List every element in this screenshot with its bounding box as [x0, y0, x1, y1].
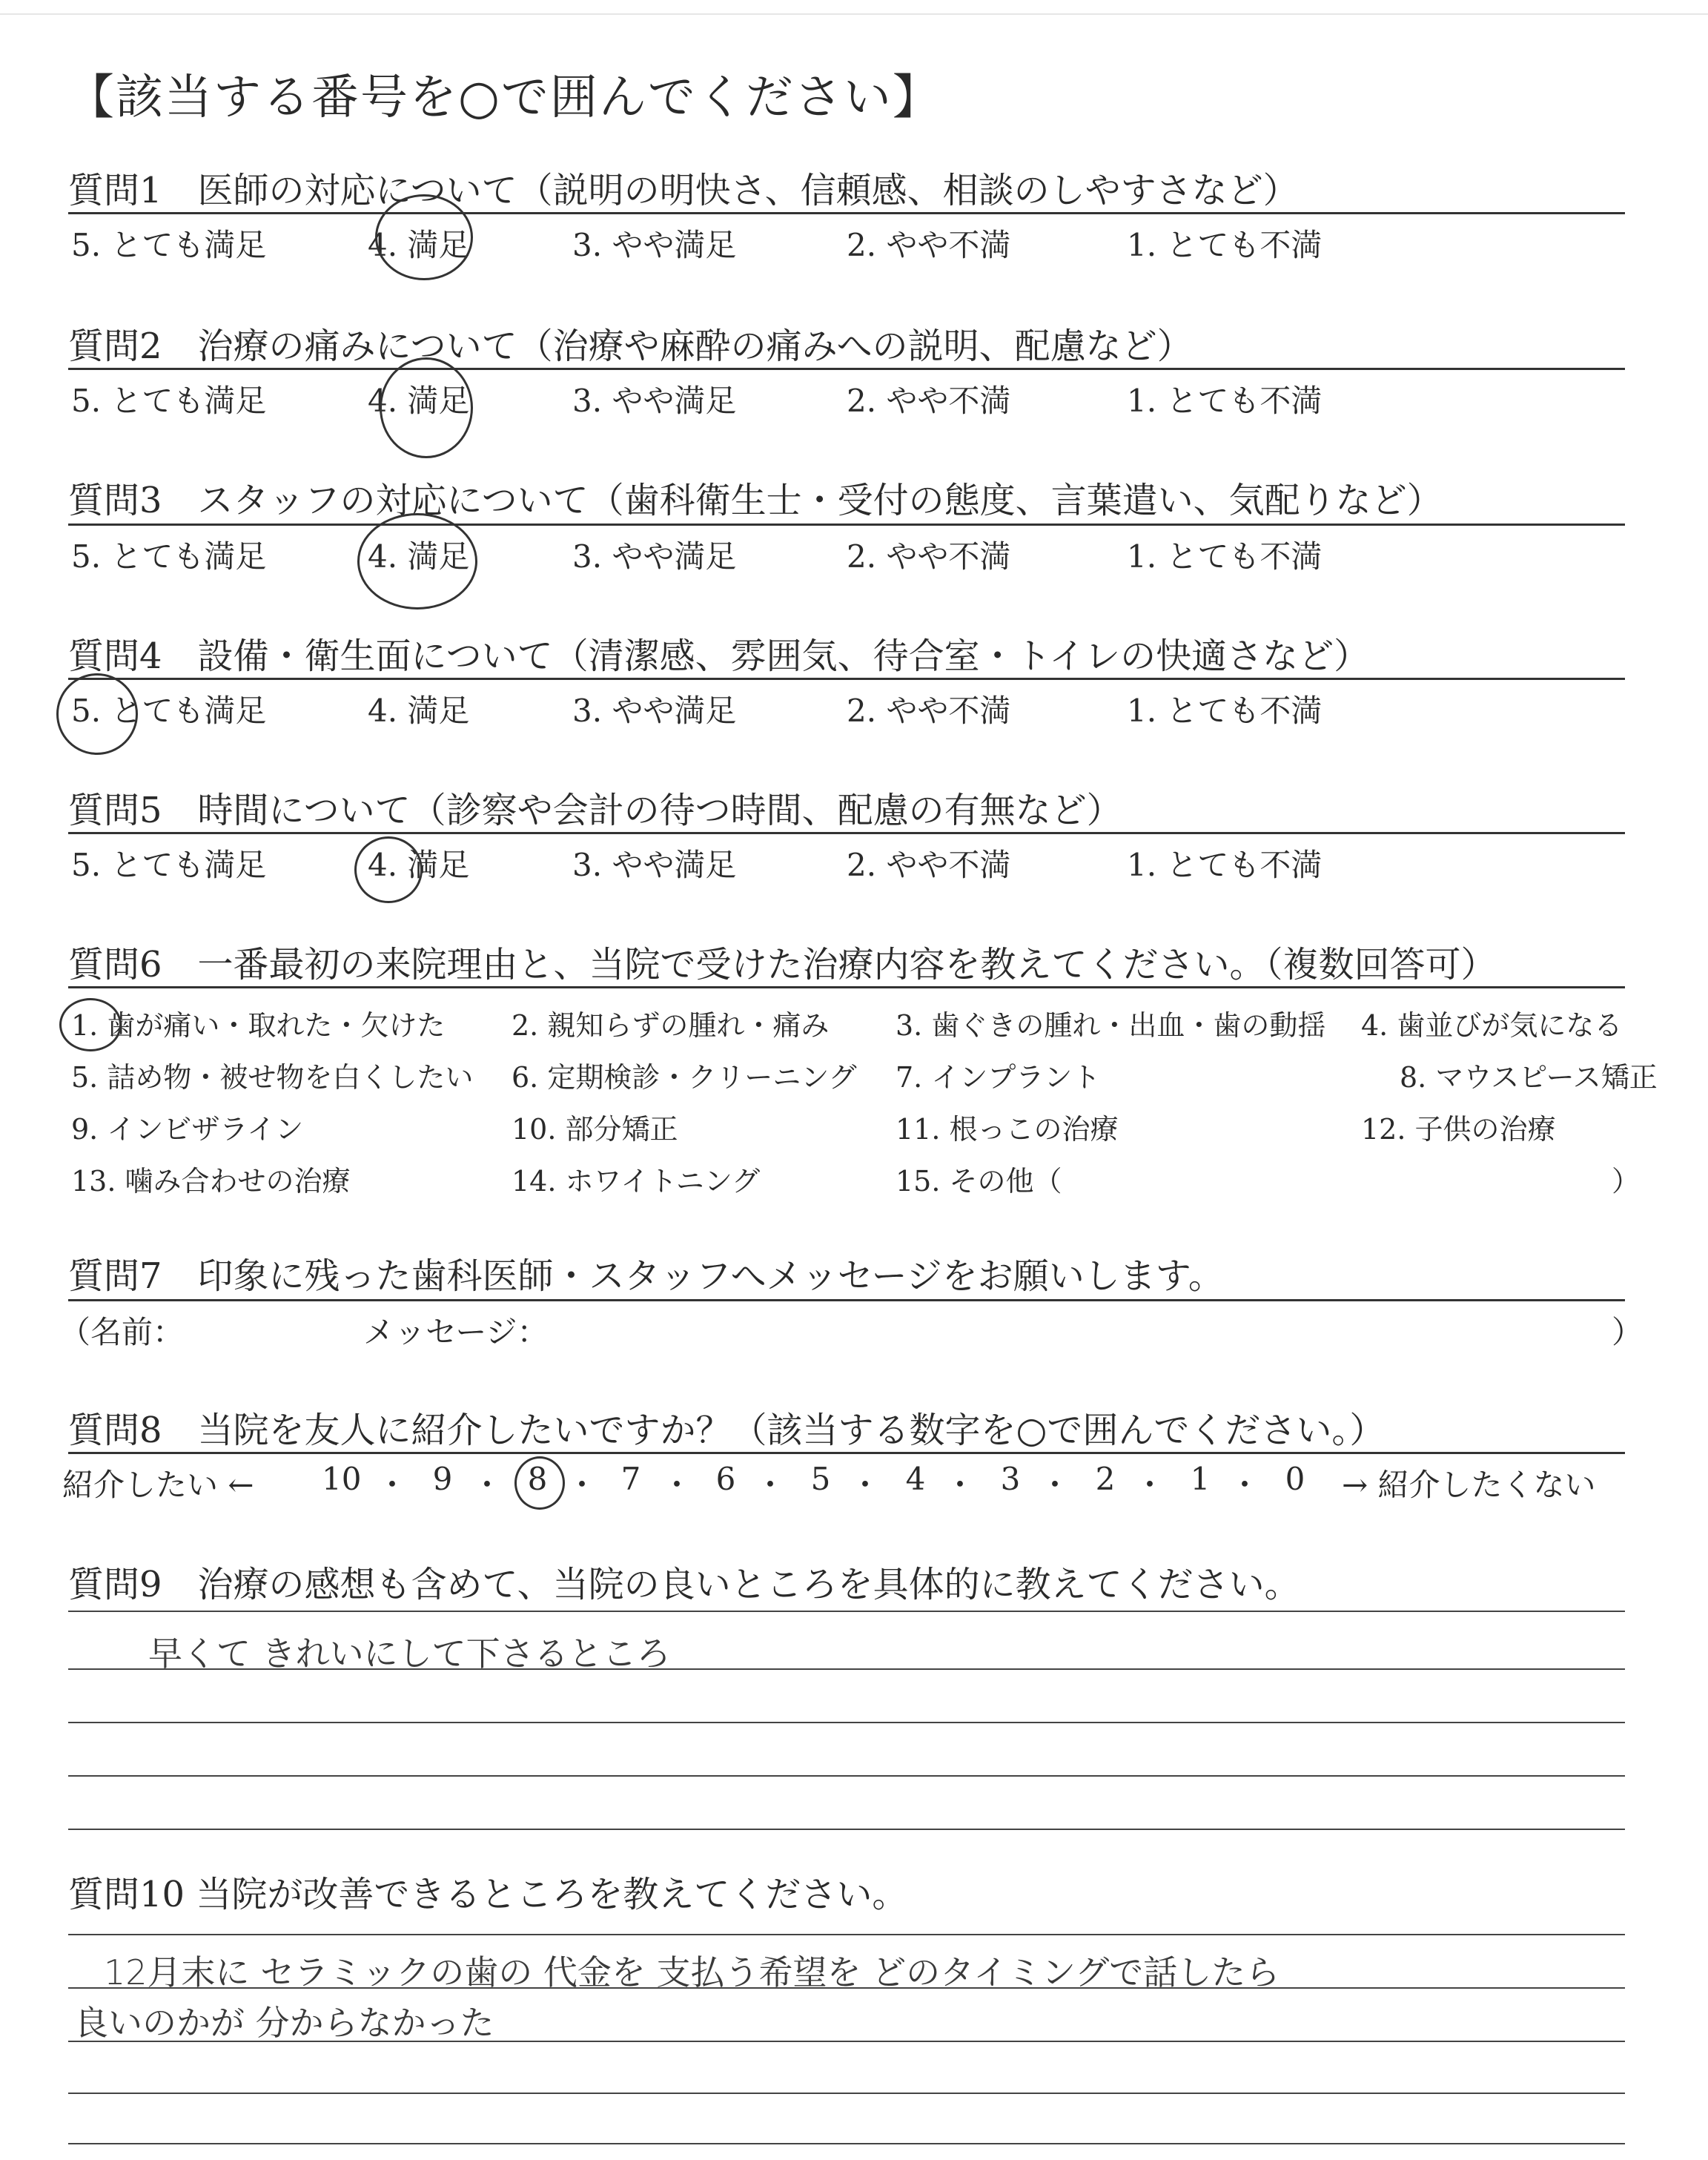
question-6-rule: [68, 986, 1625, 988]
q6-option-14[interactable]: 14. ホワイトニング: [512, 1165, 761, 1198]
q9-line: [68, 1829, 1625, 1830]
q9-line: [68, 1611, 1625, 1612]
q3-option-2[interactable]: 2. やや不満: [847, 538, 1011, 575]
q7-close-paren: ）: [1612, 1314, 1644, 1350]
page-top-edge: [0, 13, 1708, 15]
q10-line: [68, 1987, 1625, 1989]
q10-handwritten-answer-line1: 12月末に セラミックの歯の 代金を 支払う希望を どのタイミングで話したら: [104, 1952, 1280, 1992]
q8-score-2[interactable]: 2: [1095, 1461, 1116, 1497]
question-6-title: 質問6 一番最初の来院理由と、当院で受けた治療内容を教えてください。（複数回答可）: [68, 944, 1497, 985]
q8-separator: ・: [944, 1467, 976, 1503]
q2-option-4[interactable]: 4. 満足: [368, 383, 470, 419]
q6-option-8[interactable]: 8. マウスピース矯正: [1400, 1061, 1658, 1094]
q1-selection-circle: [375, 194, 473, 280]
q8-separator: ・: [755, 1467, 787, 1503]
question-10-title: 質問10 当院が改善できるところを教えてください。: [68, 1874, 908, 1915]
q5-option-5[interactable]: 5. とても満足: [71, 847, 267, 883]
q4-option-1[interactable]: 1. とても不満: [1127, 693, 1323, 729]
q8-separator: ・: [471, 1467, 503, 1503]
q6-option-12[interactable]: 12. 子供の治療: [1361, 1113, 1556, 1146]
q6-option-7[interactable]: 7. インプラント: [896, 1061, 1101, 1094]
q4-selection-circle: [56, 673, 138, 755]
q3-option-1[interactable]: 1. とても不満: [1127, 538, 1323, 575]
question-7-rule: [68, 1299, 1625, 1301]
question-8-rule: [68, 1452, 1625, 1454]
question-8-title: 質問8 当院を友人に紹介したいですか？（該当する数字を○で囲んでください。）: [68, 1410, 1386, 1451]
q6-option-2[interactable]: 2. 親知らずの腫れ・痛み: [512, 1009, 830, 1042]
q6-option-15-other[interactable]: 15. その他（: [896, 1165, 1062, 1198]
q6-option-10[interactable]: 10. 部分矯正: [512, 1113, 678, 1146]
q9-line: [68, 1668, 1625, 1670]
q6-option-11[interactable]: 11. 根っこの治療: [896, 1113, 1119, 1146]
q2-selection-circle: [380, 357, 473, 458]
q3-option-5[interactable]: 5. とても満足: [71, 538, 267, 575]
q6-option-6[interactable]: 6. 定期検診・クリーニング: [512, 1061, 857, 1094]
q6-option-13[interactable]: 13. 噛み合わせの治療: [71, 1165, 351, 1198]
q6-option-3[interactable]: 3. 歯ぐきの腫れ・出血・歯の動揺: [896, 1009, 1326, 1042]
q9-line: [68, 1775, 1625, 1777]
q7-message-label: メッセージ：: [363, 1314, 549, 1350]
question-9-title: 質問9 治療の感想も含めて、当院の良いところを具体的に教えてください。: [68, 1564, 1300, 1605]
q5-option-1[interactable]: 1. とても不満: [1127, 847, 1323, 883]
q1-option-5[interactable]: 5. とても満足: [71, 227, 267, 263]
q9-line: [68, 1722, 1625, 1723]
question-2-title: 質問2 治療の痛みについて（治療や麻酔の痛みへの説明、配慮など）: [68, 326, 1193, 367]
q8-separator: ・: [1039, 1467, 1071, 1503]
q2-option-2[interactable]: 2. やや不満: [847, 383, 1011, 419]
q6-option-5[interactable]: 5. 詰め物・被せ物を白くしたい: [71, 1061, 474, 1094]
q8-score-0[interactable]: 0: [1285, 1461, 1305, 1497]
q1-option-1[interactable]: 1. とても不満: [1127, 227, 1323, 263]
question-3-rule: [68, 524, 1625, 526]
q8-selection-circle: [514, 1456, 565, 1510]
q4-option-3[interactable]: 3. やや満足: [572, 693, 737, 729]
question-7-title: 質問7 印象に残った歯科医師・スタッフへメッセージをお願いします。: [68, 1255, 1224, 1297]
q1-option-3[interactable]: 3. やや満足: [572, 227, 737, 263]
q8-score-10[interactable]: 10: [322, 1461, 362, 1497]
q4-option-2[interactable]: 2. やや不満: [847, 693, 1011, 729]
q10-line: [68, 2093, 1625, 2094]
q5-option-4[interactable]: 4. 満足: [368, 847, 470, 883]
q8-separator: ・: [1229, 1467, 1261, 1503]
q10-line: [68, 1934, 1625, 1935]
q6-other-close-paren: ）: [1612, 1165, 1641, 1198]
q4-option-4[interactable]: 4. 満足: [368, 693, 470, 729]
q8-score-4[interactable]: 4: [905, 1461, 926, 1497]
question-5-title: 質問5 時間について（診察や会計の待つ時間、配慮の有無など）: [68, 790, 1122, 831]
q9-handwritten-answer: 早くて きれいにして下さるところ: [148, 1634, 671, 1674]
question-3-title: 質問3 スタッフの対応について（歯科衛生士・受付の態度、言葉遣い、気配りなど）: [68, 480, 1443, 521]
question-4-title: 質問4 設備・衛生面について（清潔感、雰囲気、待合室・トイレの快適さなど）: [68, 635, 1370, 677]
q3-option-3[interactable]: 3. やや満足: [572, 538, 737, 575]
page-header: 【該当する番号を○で囲んでください】: [67, 70, 941, 125]
q4-option-5[interactable]: 5. とても満足: [71, 693, 267, 729]
q3-selection-circle: [357, 513, 477, 610]
q1-option-2[interactable]: 2. やや不満: [847, 227, 1011, 263]
q1-option-4[interactable]: 4. 満足: [368, 227, 470, 263]
q6-option-1[interactable]: 1. 歯が痛い・取れた・欠けた: [71, 1009, 446, 1042]
q6-option-9[interactable]: 9. インビザライン: [71, 1113, 304, 1146]
question-4-rule: [68, 678, 1625, 680]
question-5-rule: [68, 832, 1625, 834]
q10-line: [68, 2143, 1625, 2144]
q8-score-6[interactable]: 6: [715, 1461, 736, 1497]
q8-separator: ・: [377, 1467, 408, 1503]
q6-option-4[interactable]: 4. 歯並びが気になる: [1361, 1009, 1623, 1042]
q8-score-9[interactable]: 9: [432, 1461, 453, 1497]
q8-score-8[interactable]: 8: [527, 1461, 548, 1497]
q5-option-2[interactable]: 2. やや不満: [847, 847, 1011, 883]
q8-score-3[interactable]: 3: [1000, 1461, 1021, 1497]
q8-score-5[interactable]: 5: [810, 1461, 831, 1497]
q8-left-label: 紹介したい ←: [62, 1467, 254, 1503]
question-1-title: 質問1 医師の対応について（説明の明快さ、信頼感、相談のしやすさなど）: [68, 170, 1299, 211]
q8-separator: ・: [566, 1467, 598, 1503]
question-2-rule: [68, 368, 1625, 370]
q10-line: [68, 2041, 1625, 2042]
q8-separator: ・: [1134, 1467, 1166, 1503]
q5-selection-circle: [354, 836, 423, 903]
q10-handwritten-answer-line2: 良いのかが 分からなかった: [74, 2003, 494, 2043]
q8-separator: ・: [661, 1467, 693, 1503]
q8-separator: ・: [850, 1467, 881, 1503]
q8-score-1[interactable]: 1: [1190, 1461, 1211, 1497]
q2-option-3[interactable]: 3. やや満足: [572, 383, 737, 419]
q8-score-7[interactable]: 7: [620, 1461, 641, 1497]
question-1-rule: [68, 212, 1625, 214]
q2-option-1[interactable]: 1. とても不満: [1127, 383, 1323, 419]
q6-selection-circle: [59, 998, 122, 1051]
q7-name-label: （名前：: [59, 1314, 185, 1350]
q8-right-label: → 紹介したくない: [1342, 1467, 1596, 1503]
q3-option-4[interactable]: 4. 満足: [368, 538, 470, 575]
q2-option-5[interactable]: 5. とても満足: [71, 383, 267, 419]
q5-option-3[interactable]: 3. やや満足: [572, 847, 737, 883]
